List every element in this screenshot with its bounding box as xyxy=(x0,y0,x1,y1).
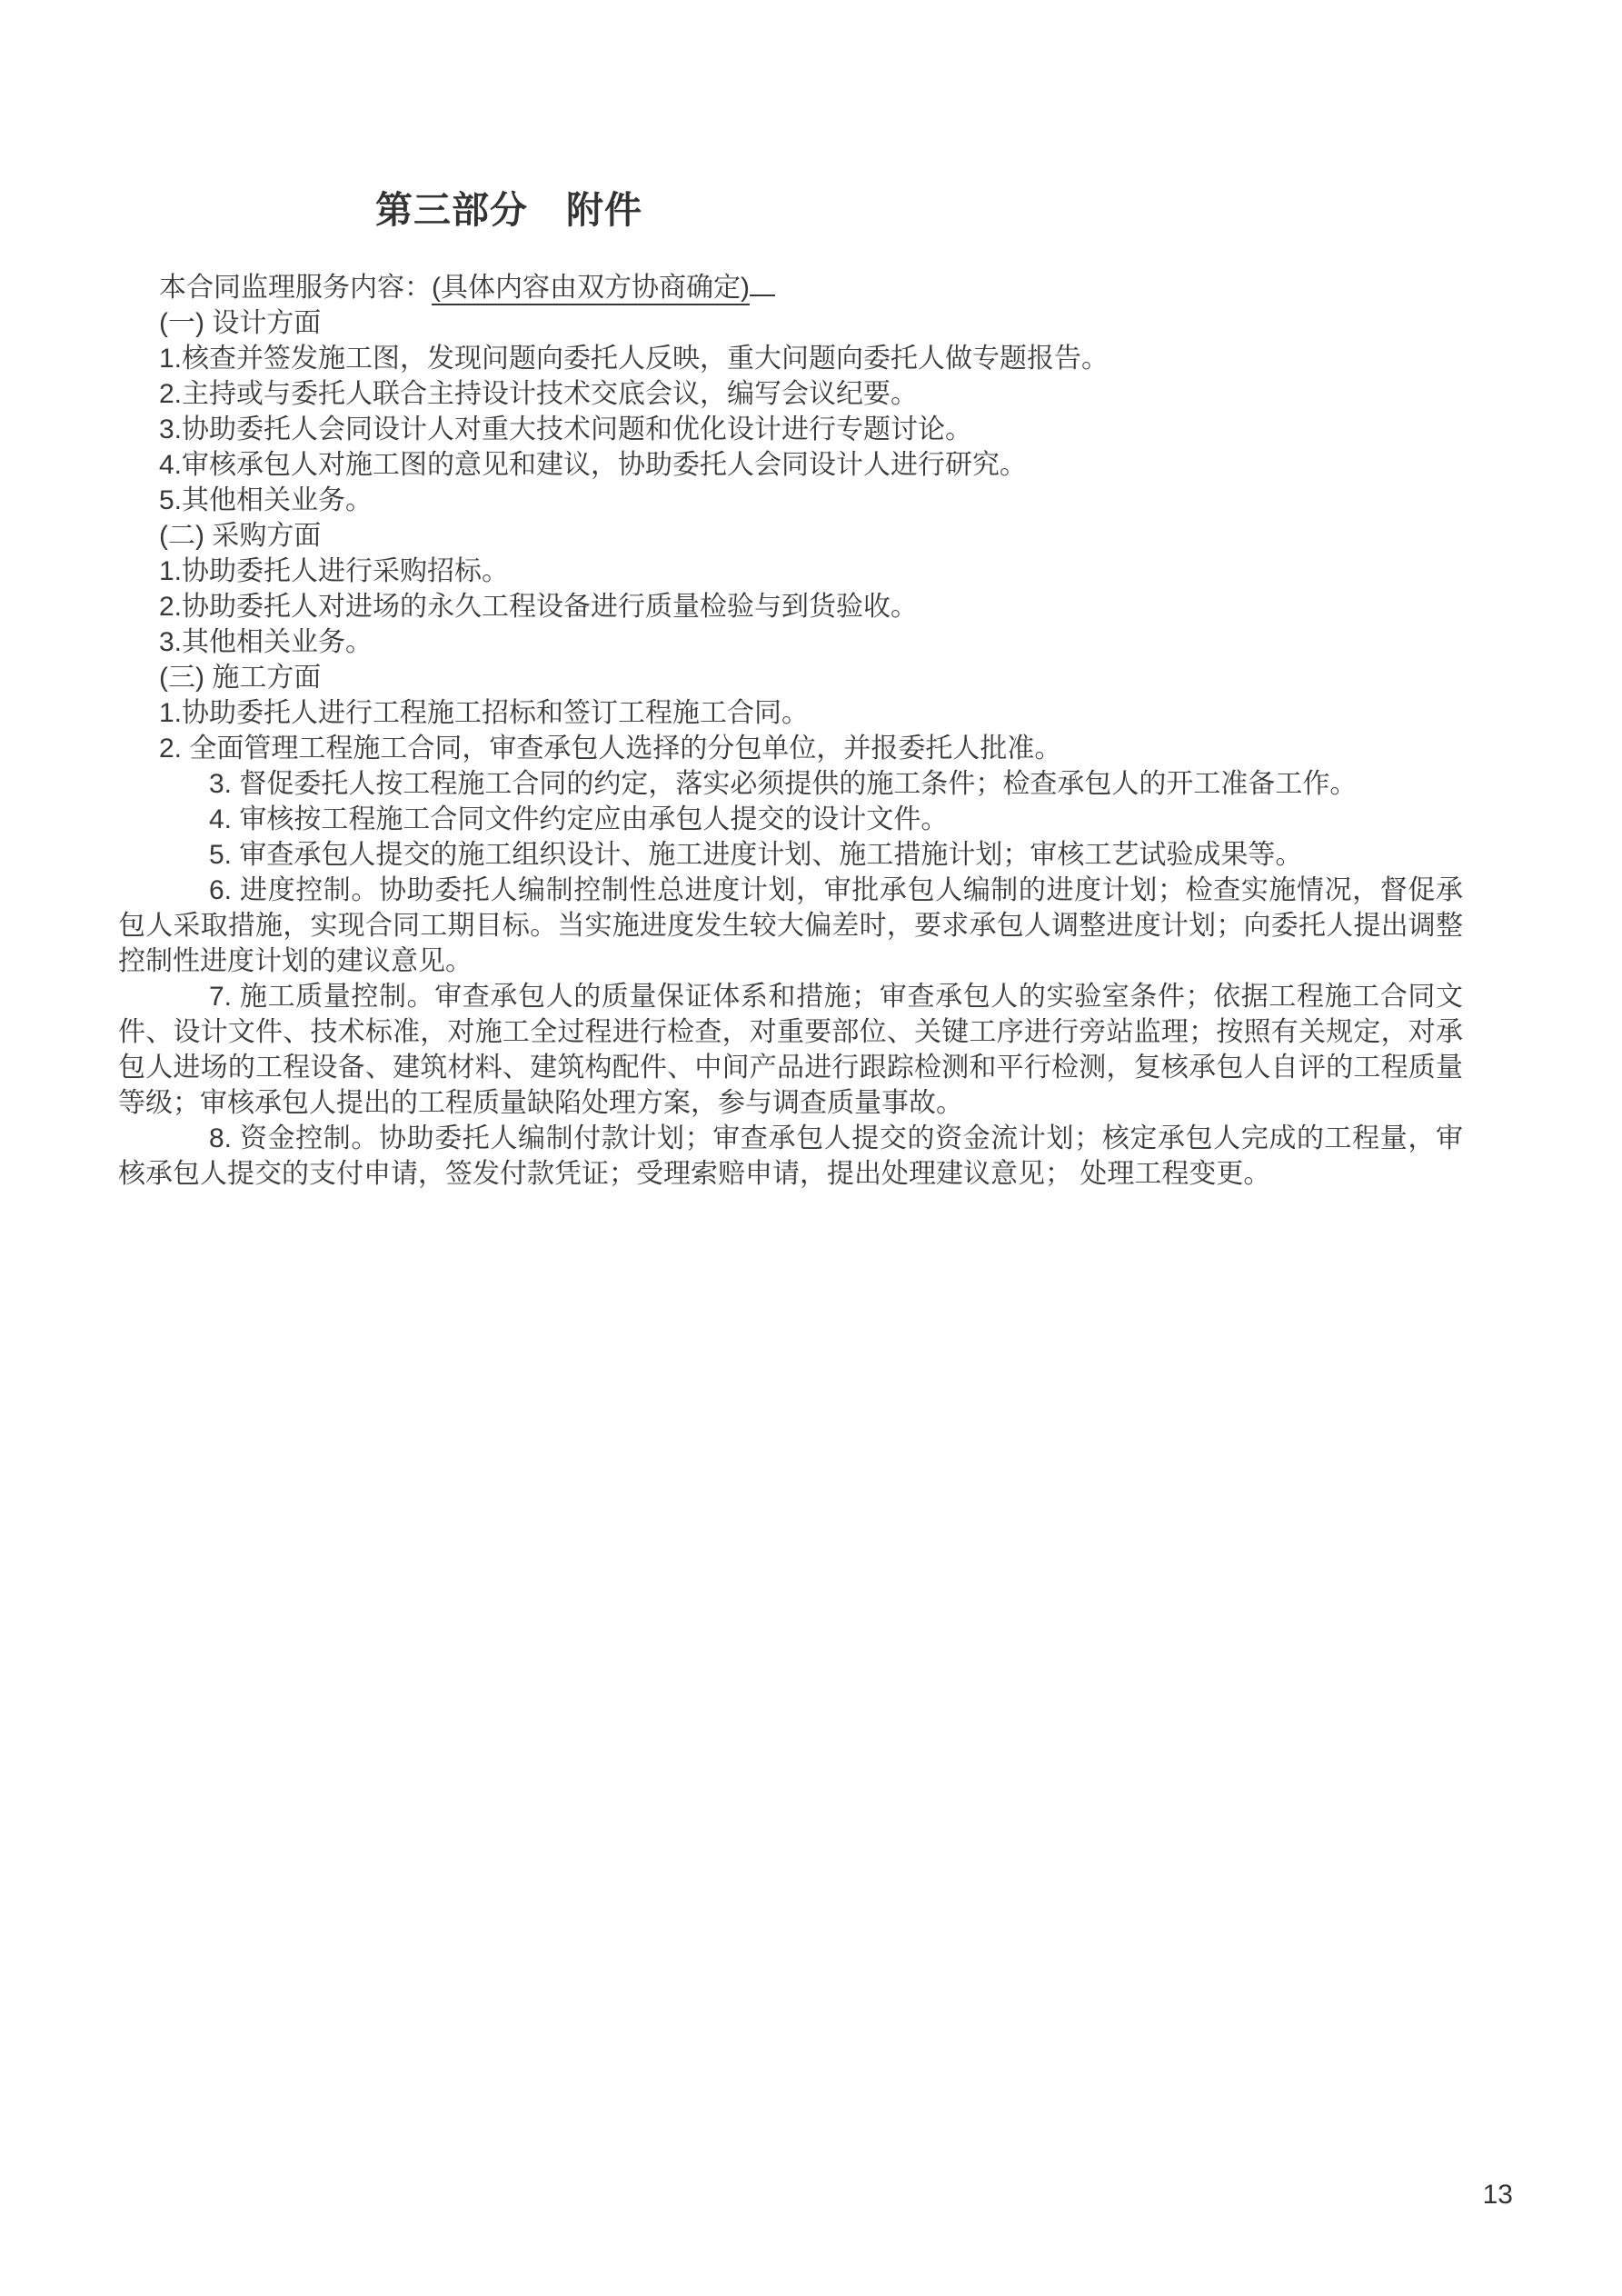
intro-prefix: 本合同监理服务内容： xyxy=(159,273,432,303)
intro-underlined-text: (具体内容由双方协商确定) xyxy=(432,273,750,305)
list-paragraph: 7. 施工质量控制。审查承包人的质量保证体系和措施；审查承包人的实验室条件；依据工程施工合同文件、设计文件、技术标准，对施工全过程进行检查，对重要部位、关键工序进行旁站监理；按照有关规定，对承包人进场的工程设备、建筑材料、建筑构配件、中间产品进行跟踪检测和平行检测，复核承包人自评的工程质量等级；审核承包人提出的工程质量缺陷处理方案，参与调查质量事故。 xyxy=(118,982,1463,1118)
section-heading: (一) 设计方面 xyxy=(159,308,322,338)
intro-paragraph xyxy=(118,267,1463,305)
list-paragraph: 4. 审核按工程施工合同文件约定应由承包人提交的设计文件。 xyxy=(209,804,949,834)
list-paragraph: 1.核查并签发施工图，发现问题向委托人反映，重大问题向委托人做专题报告。 xyxy=(159,344,1110,374)
list-paragraph: 2.主持或与委托人联合主持设计技术交底会议，编写会议纪要。 xyxy=(159,379,919,409)
fill-in-underline xyxy=(750,267,775,296)
page-number: 13 xyxy=(1482,2180,1513,2210)
service-content-list xyxy=(118,305,1463,1192)
list-paragraph: 1.协助委托人进行工程施工招标和签订工程施工合同。 xyxy=(159,698,810,728)
section-heading: (三) 施工方面 xyxy=(159,663,322,693)
list-paragraph: 5. 审查承包人提交的施工组织设计、施工进度计划、施工措施计划；审核工艺试验成果等。 xyxy=(209,840,1303,870)
list-paragraph: 5.其他相关业务。 xyxy=(159,485,373,515)
list-paragraph: 3.协助委托人会同设计人对重大技术问题和优化设计进行专题讨论。 xyxy=(159,414,973,444)
list-paragraph: 8. 资金控制。协助委托人编制付款计划；审查承包人提交的资金流计划；核定承包人完成的工程量，审核承包人提交的支付申请，签发付款凭证；受理索赔申请，提出处理建议意见； 处理工程变更。 xyxy=(118,1123,1463,1189)
list-paragraph: 1.协助委托人进行采购招标。 xyxy=(159,556,510,586)
list-paragraph: 3. 督促委托人按工程施工合同的约定，落实必须提供的施工条件；检查承包人的开工准备工作。 xyxy=(209,769,1358,799)
section-heading: (二) 采购方面 xyxy=(159,521,322,551)
document-title: 第三部分 附件 xyxy=(375,189,642,231)
list-paragraph: 2. 全面管理工程施工合同，审查承包人选择的分包单位，并报委托人批准。 xyxy=(159,734,1062,764)
list-paragraph: 2.协助委托人对进场的永久工程设备进行质量检验与到货验收。 xyxy=(159,592,919,622)
list-paragraph: 6. 进度控制。协助委托人编制控制性总进度计划，审批承包人编制的进度计划；检查实施情况，督促承包人采取措施，实现合同工期目标。当实施进度发生较大偏差时，要求承包人调整进度计划；向委托人提出调整控制性进度计划的建议意见。 xyxy=(118,875,1463,976)
list-paragraph: 4.审核承包人对施工图的意见和建议，协助委托人会同设计人进行研究。 xyxy=(159,450,1028,480)
list-paragraph: 3.其他相关业务。 xyxy=(159,627,373,657)
